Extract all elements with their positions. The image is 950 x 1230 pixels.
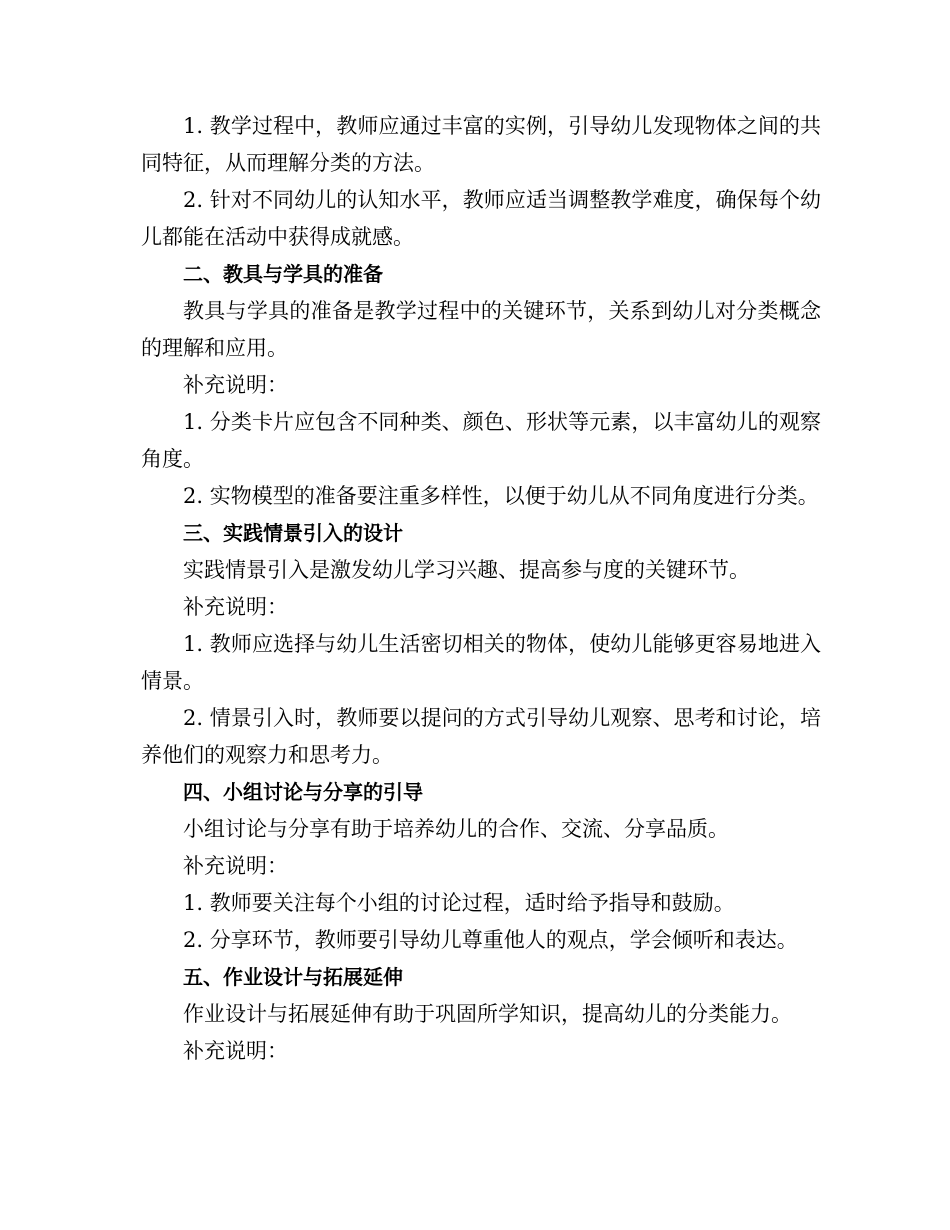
supplement-label: 补充说明： [183, 1039, 288, 1063]
section-heading: 五、作业设计与拓展延伸 [183, 965, 403, 989]
list-item: 1. 教师要关注每个小组的讨论过程，适时给予指导和鼓励。 [183, 891, 735, 915]
supplement-label: 补充说明： [183, 854, 288, 878]
list-item: 1. 教学过程中，教师应通过丰富的实例，引导幼儿发现物体之间的共同特征，从而理解分类的方法。 [141, 114, 821, 175]
document-body [141, 108, 821, 1070]
section-heading: 三、实践情景引入的设计 [183, 521, 403, 545]
section-heading: 四、小组讨论与分享的引导 [183, 780, 423, 804]
list-item: 1. 分类卡片应包含不同种类、颜色、形状等元素，以丰富幼儿的观察角度。 [141, 410, 821, 471]
list-item: 2. 情景引入时，教师要以提问的方式引导幼儿观察、思考和讨论，培养他们的观察力和思考力。 [141, 706, 821, 767]
supplement-label: 补充说明： [183, 373, 288, 397]
body-paragraph: 教具与学具的准备是教学过程中的关键环节，关系到幼儿对分类概念的理解和应用。 [141, 299, 821, 360]
body-paragraph: 小组讨论与分享有助于培养幼儿的合作、交流、分享品质。 [183, 817, 729, 841]
list-item: 2. 分享环节，教师要引导幼儿尊重他人的观点，学会倾听和表达。 [183, 928, 798, 952]
list-item: 1. 教师应选择与幼儿生活密切相关的物体，使幼儿能够更容易地进入情景。 [141, 632, 821, 693]
body-paragraph: 作业设计与拓展延伸有助于巩固所学知识，提高幼儿的分类能力。 [183, 1002, 792, 1026]
supplement-label: 补充说明： [183, 595, 288, 619]
list-item: 2. 实物模型的准备要注重多样性，以便于幼儿从不同角度进行分类。 [183, 484, 819, 508]
list-item: 2. 针对不同幼儿的认知水平，教师应适当调整教学难度，确保每个幼儿都能在活动中获得成就感。 [141, 188, 821, 249]
body-paragraph: 实践情景引入是激发幼儿学习兴趣、提高参与度的关键环节。 [183, 558, 750, 582]
section-heading: 二、教具与学具的准备 [183, 262, 383, 286]
